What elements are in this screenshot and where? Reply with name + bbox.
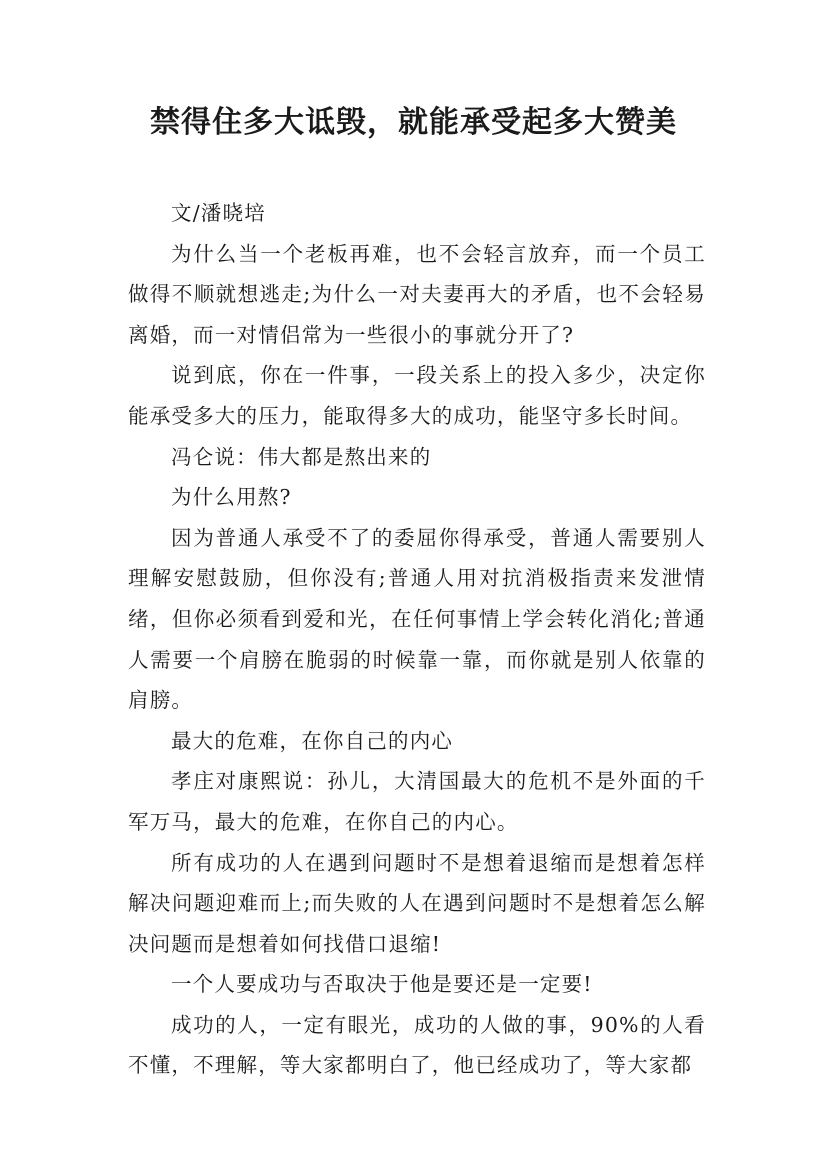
section-heading: 冯仑说：伟大都是熬出来的 [171,444,432,469]
paragraph: 因为普通人承受不了的委屈你得承受，普通人需要别人理解安慰鼓励，但你没有;普通人用对抗消极指责来发泄情绪，但你必须看到爱和光，在任何事情上学会转化消化;普通人需要一个肩膀在脆弱的时候靠一靠，而你就是别人依靠的肩膀。 [128,525,706,713]
paragraph: 成功的人，一定有眼光，成功的人做的事，90%的人看不懂，不理解，等大家都明白了，他已经成功了，等大家都 [128,1012,706,1078]
document-body [128,193,706,1086]
author-line: 文/潘晓培 [171,201,266,225]
paragraph: 一个人要成功与否取决于他是要还是一定要! [171,972,593,997]
paragraph: 说到底，你在一件事，一段关系上的投入多少，决定你能承受多大的压力，能取得多大的成功，能坚守多长时间。 [128,363,706,428]
paragraph: 所有成功的人在遇到问题时不是想着退缩而是想着怎样解决问题迎难而上;而失败的人在遇到问题时不是想着怎么解决问题而是想着如何找借口退缩! [128,850,706,956]
document-title: 禁得住多大诋毁，就能承受起多大赞美 [150,105,677,140]
section-heading: 最大的危难，在你自己的内心 [171,728,454,753]
paragraph: 为什么用熬? [171,485,292,510]
paragraph: 孝庄对康熙说：孙儿，大清国最大的危机不是外面的千军万马，最大的危难，在你自己的内心。 [128,769,706,834]
paragraph: 为什么当一个老板再难，也不会轻言放弃，而一个员工做得不顺就想逃走;为什么一对夫妻再大的矛盾，也不会轻易离婚，而一对情侣常为一些很小的事就分开了? [128,241,706,347]
